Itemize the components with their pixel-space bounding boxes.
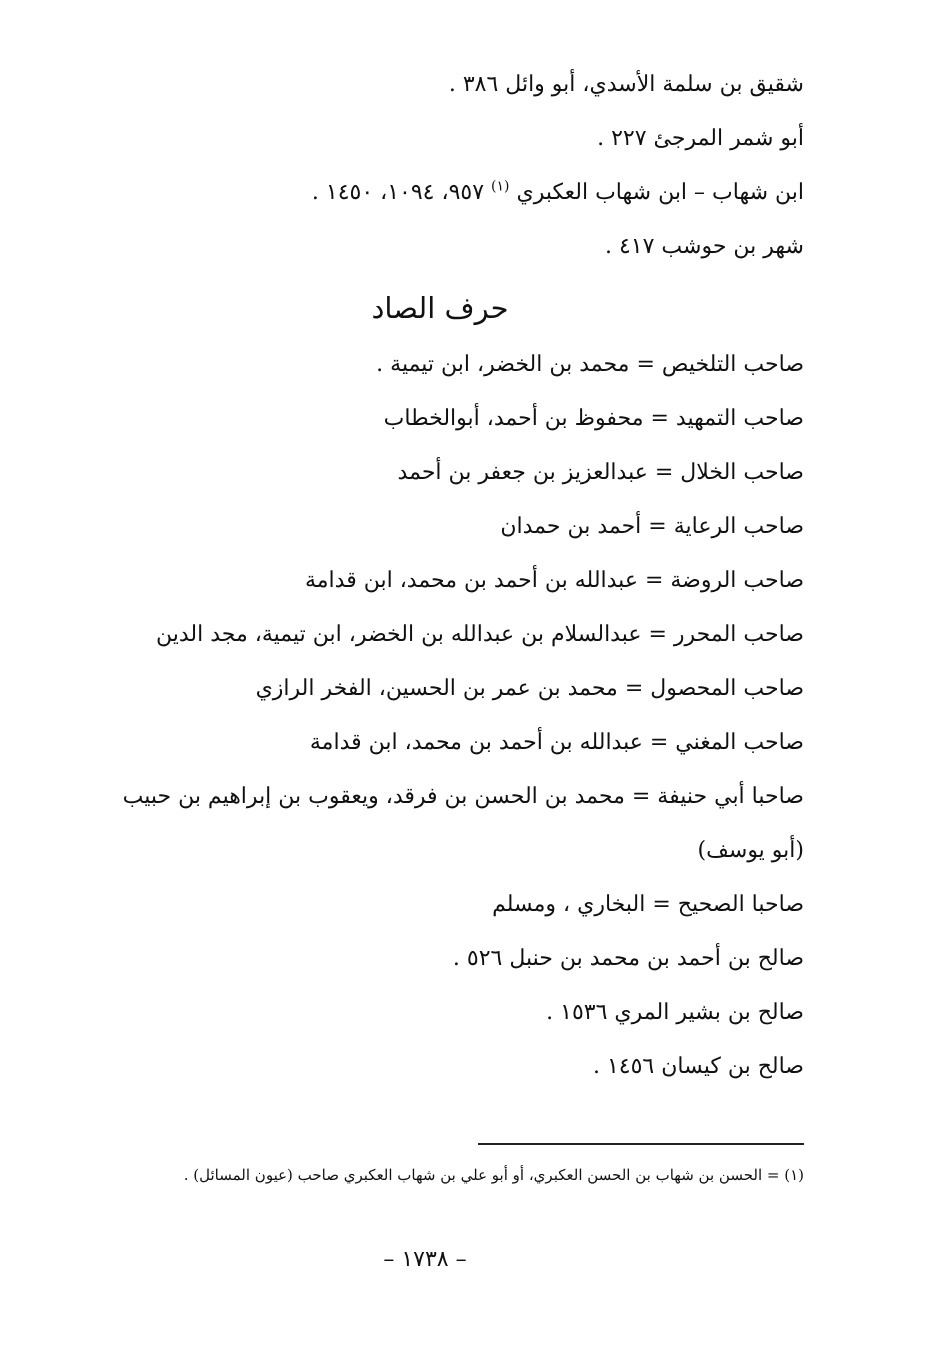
entry-pages: ٩٥٧، ١٠٩٤، ١٤٥٠ . [311,180,485,205]
section-heading: حرف الصاد [371,291,509,325]
index-entry: صاحب المحصول = محمد بن عمر بن الحسين، الفخر الرازي [255,676,804,701]
index-entry: صالح بن كيسان ١٤٥٦ . [592,1054,804,1079]
index-entry: صاحب المغني = عبدالله بن أحمد بن محمد، ابن قدامة [309,730,804,755]
index-entry: شقيق بن سلمة الأسدي، أبو وائل ٣٨٦ . [448,72,804,97]
index-entry: أبو شمر المرجئ ٢٢٧ . [597,126,804,151]
footnote-marker: (١) [491,178,510,195]
footnote-divider [478,1143,804,1145]
index-entry: صاحب الخلال = عبدالعزيز بن جعفر بن أحمد [397,460,804,485]
index-entry: صالح بن بشير المري ١٥٣٦ . [546,1000,804,1025]
index-entry: صاحب التلخيص = محمد بن الخضر، ابن تيمية . [376,352,804,377]
index-entry-continuation: (أبو يوسف) [697,838,804,863]
page-number: – ١٧٣٨ – [383,1247,467,1272]
index-entry: صاحب الرعاية = أحمد بن حمدان [500,514,804,539]
entry-text: ابن شهاب – ابن شهاب العكبري [516,180,804,205]
index-entry: صاحب التمهيد = محفوظ بن أحمد، أبوالخطاب [383,406,804,431]
index-entry: صاحب المحرر = عبدالسلام بن عبدالله بن الخضر، ابن تيمية، مجد الدين [156,622,804,647]
index-entry-with-footnote [90,178,804,208]
index-entry: صاحبا أبي حنيفة = محمد بن الحسن بن فرقد، ويعقوب بن إبراهيم بن حبيب [122,784,804,809]
index-entry: صاحب الروضة = عبدالله بن أحمد بن محمد، ابن قدامة [304,568,804,593]
index-entry: صالح بن أحمد بن محمد بن حنبل ٥٢٦ . [452,946,804,971]
index-entry: صاحبا الصحيح = البخاري ، ومسلم [492,892,804,917]
footnote: (١) = الحسن بن شهاب بن الحسن العكبري، أو أبو علي بن شهاب العكبري صاحب (عيون المسائل) . [183,1166,804,1184]
index-entry: شهر بن حوشب ٤١٧ . [604,234,804,259]
